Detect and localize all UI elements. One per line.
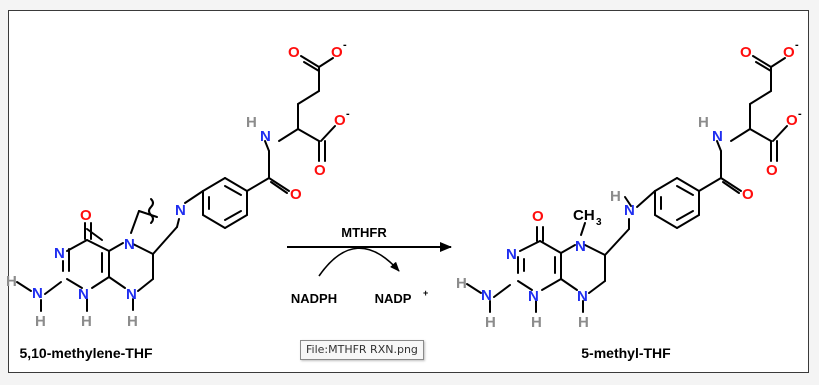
atom-h: H <box>578 314 589 331</box>
filename-tooltip: File:MTHFR RXN.png <box>300 340 424 360</box>
atom-o: O <box>766 162 778 179</box>
product-name: 5-methyl-THF <box>581 345 671 361</box>
atom-n: N <box>175 202 186 219</box>
atom-n: N <box>577 288 588 305</box>
atom-n: N <box>54 245 65 262</box>
atom-o: O <box>532 208 544 225</box>
atom-n: N <box>528 288 539 305</box>
atom-n: N <box>481 287 492 304</box>
atom-n: N <box>124 236 135 253</box>
atom-o: O <box>334 112 346 129</box>
atom-n: N <box>78 286 89 303</box>
reactant-atom-labels <box>6 39 350 330</box>
atom-n: N <box>32 285 43 302</box>
charge-minus: - <box>795 39 799 51</box>
atom-n: N <box>624 202 635 219</box>
atom-h: H <box>610 188 621 205</box>
atom-h: H <box>456 275 467 292</box>
cofactor-out-charge: + <box>423 288 429 298</box>
atom-n: N <box>575 238 586 255</box>
charge-minus: - <box>798 108 802 120</box>
atom-o: O <box>314 162 326 179</box>
product-molecule <box>467 56 787 312</box>
atom-h: H <box>246 114 257 131</box>
reactant-name: 5,10-methylene-THF <box>19 345 153 361</box>
atom-h: H <box>6 273 17 290</box>
cofactor-in-label: NADPH <box>290 291 338 306</box>
atom-o: O <box>288 44 300 61</box>
charge-minus: - <box>343 39 347 51</box>
atom-o: O <box>740 44 752 61</box>
atom-n: N <box>712 128 723 145</box>
atom-n: N <box>260 128 271 145</box>
atom-o: O <box>331 44 343 61</box>
atom-n: N <box>506 246 517 263</box>
methyl-group: CH <box>573 207 595 224</box>
reaction-diagram <box>6 11 810 374</box>
atom-n: N <box>126 286 137 303</box>
atom-h: H <box>531 314 542 331</box>
atom-h: H <box>127 313 138 330</box>
atom-o: O <box>783 44 795 61</box>
reaction-image[interactable] <box>8 10 809 373</box>
atom-o: O <box>290 186 302 203</box>
charge-minus: - <box>346 108 350 120</box>
atom-o: O <box>80 207 92 224</box>
atom-h: H <box>485 314 496 331</box>
reactant-molecule <box>17 56 338 311</box>
atom-o: O <box>742 186 754 203</box>
enzyme-label: MTHFR <box>341 225 387 240</box>
cofactor-out-label: NADP <box>374 291 412 306</box>
reaction-arrow <box>287 247 451 276</box>
atom-h: H <box>698 114 709 131</box>
atom-o: O <box>786 112 798 129</box>
atom-h: H <box>35 313 46 330</box>
atom-h: H <box>81 313 92 330</box>
methyl-subscript: 3 <box>596 217 602 228</box>
